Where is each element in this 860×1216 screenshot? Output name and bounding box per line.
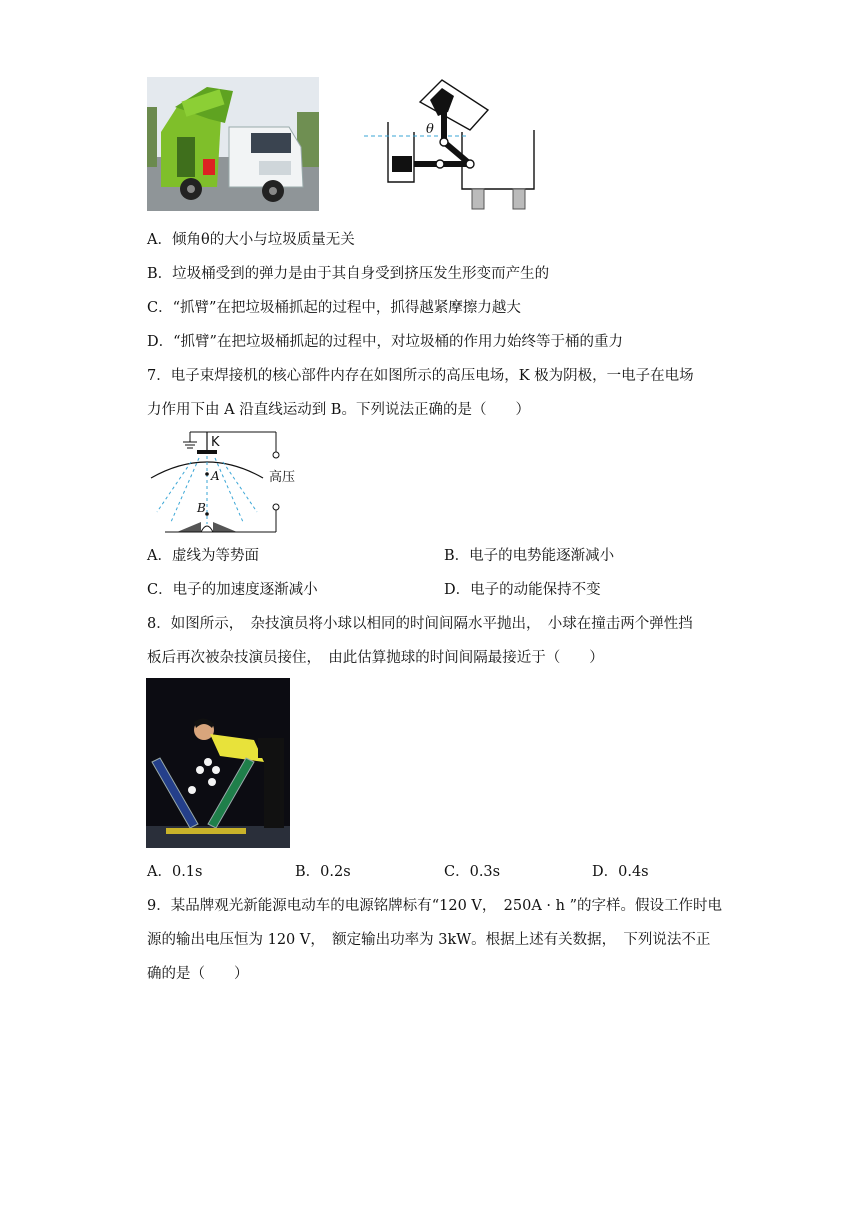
b-label: B: [197, 501, 206, 515]
q6-option-b: B．垃圾桶受到的弹力是由于其自身受到挤压发生形变而产生的: [147, 266, 550, 282]
q8-option-d: D．0.4s: [592, 864, 649, 880]
q6-option-c: C．“抓臂”在把垃圾桶抓起的过程中，抓得越紧摩擦力越大: [147, 300, 521, 316]
juggler-photo: [146, 678, 290, 848]
q8-option-b: B．0.2s: [295, 864, 351, 880]
high-voltage-label: 高压: [269, 469, 296, 484]
q8-stem-line1: 8．如图所示， 杂技演员将小球以相同的时间间隔水平抛出， 小球在撞击两个弹性挡: [147, 616, 693, 632]
q7-option-a: A．虚线为等势面: [147, 548, 259, 564]
q7-stem-line2: 力作用下由 A 沿直线运动到 B。下列说法正确的是（ ）: [147, 402, 530, 418]
q6-option-d: D．“抓臂”在把垃圾桶抓起的过程中，对垃圾桶的作用力始终等于桶的重力: [147, 334, 623, 350]
q7-stem-line1: 7．电子束焊接机的核心部件内存在如图所示的高压电场，K 极为阴极，一电子在电场: [147, 368, 694, 384]
a-label: A: [211, 469, 220, 483]
q7-option-d: D．电子的动能保持不变: [444, 582, 601, 598]
q6-option-a: A．倾角θ的大小与垃圾质量无关: [147, 232, 355, 248]
garbage-truck-photo: [147, 77, 319, 211]
electron-beam-diagram: [145, 428, 305, 538]
q8-option-c: C．0.3s: [444, 864, 501, 880]
q9-stem-line2: 源的输出电压恒为 120 V， 额定输出功率为 3kW。根据上述有关数据， 下列说法不正: [147, 932, 711, 948]
q8-stem-line2: 板后再次被杂技演员接住， 由此估算抛球的时间间隔最接近于（ ）: [147, 650, 604, 666]
q9-stem-line3: 确的是（ ）: [147, 966, 249, 982]
k-label: K: [211, 435, 220, 450]
q7-option-b: B．电子的电势能逐渐减小: [444, 548, 615, 564]
q8-option-a: A．0.1s: [147, 864, 203, 880]
theta-label: θ: [426, 122, 434, 137]
lifting-arm-diagram: [358, 72, 538, 212]
q9-stem-line1: 9．某品牌观光新能源电动车的电源铭牌标有“120 V， 250A · h ”的字样。假设工作时电: [147, 898, 722, 914]
q7-option-c: C．电子的加速度逐渐减小: [147, 582, 318, 598]
